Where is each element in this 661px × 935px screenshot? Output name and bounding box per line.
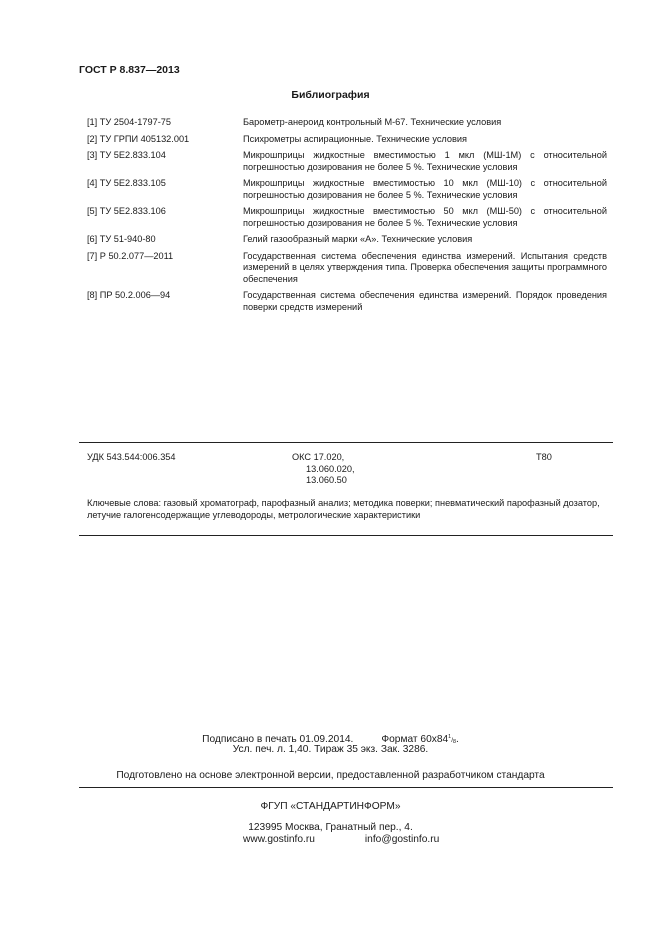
publisher-name: ФГУП «СТАНДАРТИНФОРМ» (260, 801, 401, 812)
bibliography-desc: Государственная система обеспечения единства измерений. Порядок проведения поверки средств измерений (243, 290, 607, 312)
bibliography-ref: [6] ТУ 51-940-80 (87, 234, 156, 244)
bibliography-item (87, 234, 607, 246)
udc-code: УДК 543.544:006.354 (87, 452, 176, 462)
bibliography-item (87, 206, 607, 229)
format-denominator: 8 (453, 739, 457, 745)
website-link[interactable]: www.gostinfo.ru (243, 834, 315, 845)
bibliography-item (87, 178, 607, 201)
oks-code-line: 13.060.020, (306, 463, 355, 474)
bibliography-ref: [1] ТУ 2504-1797-75 (87, 117, 171, 127)
bibliography-desc: Гелий газообразный марки «А». Технические условия (243, 234, 473, 244)
email-link[interactable]: info@gostinfo.ru (364, 834, 440, 845)
bibliography-desc: Микрошприцы жидкостные вместимостью 50 мкл (МШ-50) с относительной погрешностью дозирования не более 5 %. Технические условия (243, 206, 607, 228)
format-numerator: 1 (448, 734, 452, 740)
bibliography-ref: [3] ТУ 5Е2.833.104 (87, 150, 166, 160)
oks-code-line: 13.060.50 (306, 475, 347, 485)
bibliography-desc: Психрометры аспирационные. Технические условия (243, 133, 467, 144)
prepared-note: Подготовлено на основе электронной версии, предоставленной разработчиком стандарта (116, 770, 545, 781)
bibliography-list (87, 117, 607, 318)
classification-code: Т80 (536, 452, 552, 462)
bibliography-ref: [2] ТУ ГРПИ 405132.001 (87, 133, 190, 144)
bibliography-ref: [8] ПР 50.2.006—94 (87, 290, 171, 300)
oks-code-line: ОКС 17.020, (292, 452, 345, 462)
bibliography-item (87, 134, 607, 146)
bibliography-ref: [7] Р 50.2.077—2011 (87, 250, 174, 261)
bibliography-item (87, 290, 607, 313)
publisher-address: 123995 Москва, Гранатный пер., 4. (248, 822, 413, 833)
bibliography-desc: Микрошприцы жидкостные вместимостью 1 мкл (МШ-1М) с относительной погрешностью дозирования не более 5 %. Технические условия (243, 150, 607, 172)
format-suffix: . (456, 734, 459, 745)
divider-middle (79, 535, 613, 536)
format-fraction: $^1/_8$ (448, 734, 457, 745)
divider-bottom (79, 787, 613, 788)
bibliography-desc: Государственная система обеспечения единства измерений. Испытания средств измерений в целях утверждения типа. Проверка обеспечения защиты программного обеспечения (243, 250, 607, 284)
bibliography-ref: [4] ТУ 5Е2.833.105 (87, 178, 166, 188)
bibliography-item (87, 150, 607, 173)
publisher-contacts (243, 834, 439, 847)
bibliography-item (87, 117, 607, 129)
bibliography-ref: [5] ТУ 5Е2.833.106 (87, 206, 166, 216)
print-info: Усл. печ. л. 1,40. Тираж 35 экз. Зак. 3286. (232, 744, 429, 755)
signed-date: Подписано в печать 01.09.2014. (202, 734, 354, 745)
oks-codes (292, 452, 355, 487)
bibliography-item (87, 251, 607, 286)
document-code: ГОСТ Р 8.837—2013 (79, 64, 180, 76)
bibliography-desc: Микрошприцы жидкостные вместимостью 10 мкл (МШ-10) с относительной погрешностью дозирования не более 5 %. Технические условия (243, 178, 607, 200)
format-prefix: Формат 60x84 (381, 734, 449, 745)
keywords: Ключевые слова: газовый хроматограф, парофазный анализ; методика поверки; пневматический парофазный дозатор, летучие галогенсодержащие углеводороды, метрологические характеристики (87, 498, 600, 520)
bibliography-desc: Барометр-анероид контрольный М-67. Технические условия (243, 117, 502, 127)
divider-top (79, 442, 613, 443)
bibliography-title: Библиография (291, 89, 370, 101)
